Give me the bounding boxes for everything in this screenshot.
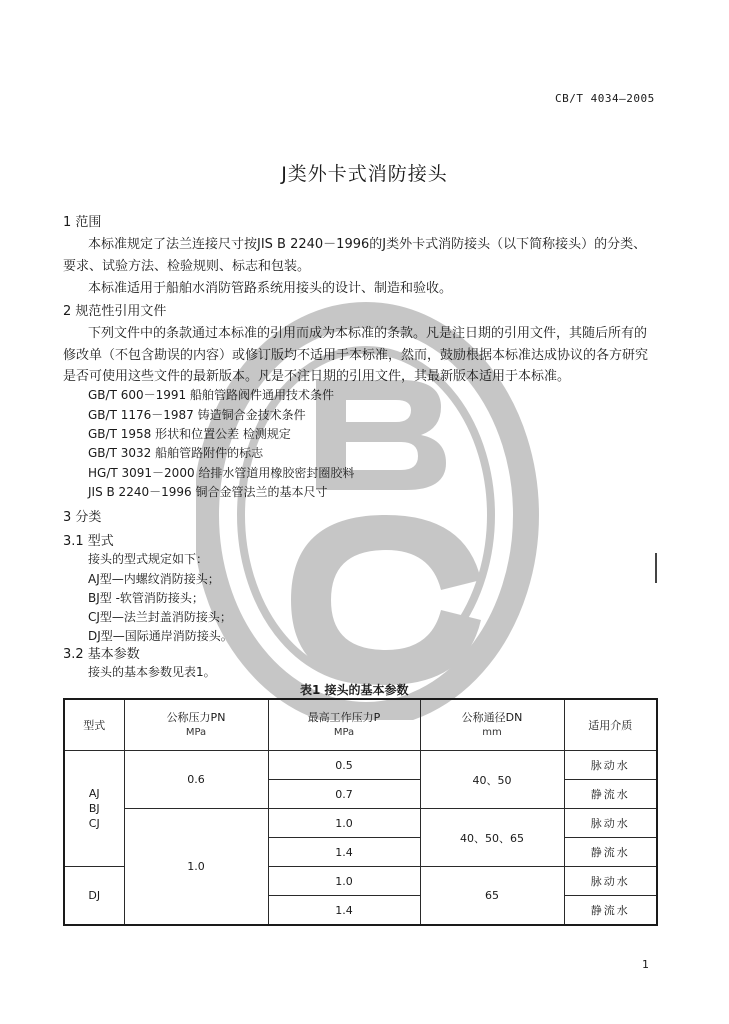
p-cell: 1.0 [268,809,420,838]
reference-item: GB/T 1176－1987 铸造铜合金技术条件 [88,408,306,422]
section-3-1-intro: 接头的型式规定如下： [88,552,209,566]
section-2-intro-line-2: 修改单（不包含勘误的内容）或修订版均不适用于本标准，然而，鼓励根据本标准达成协议的各方研究 [63,348,649,363]
reference-item: GB/T 3032 船舶管路附件的标志 [88,446,264,460]
p-cell: 1.4 [268,896,420,926]
parameter-table [63,698,658,926]
edge-mark [655,553,657,583]
header-type [64,699,124,751]
pn-cell: 1.0 [124,809,268,926]
p-cell: 1.4 [268,838,420,867]
section-3-1-heading: 3.1 型式 [63,534,114,549]
type-cell-value: CJ [88,817,100,830]
header-type-label: 型式 [83,718,106,732]
dn-cell: 40、50 [420,751,564,809]
section-2-intro-line-1: 下列文件中的条款通过本标准的引用而成为本标准的条款。凡是注日期的引用文件，其随后所有的 [88,326,648,341]
section-3-2-intro: 接头的基本参数见表1。 [88,665,216,679]
type-cell-group-1 [64,751,124,867]
type-item: AJ型—内螺纹消防接头； [88,572,220,586]
media-cell: 静流水 [564,896,657,926]
p-cell: 0.5 [268,751,420,780]
dn-cell: 40、50、65 [420,809,564,867]
document-code: CB/T 4034—2005 [555,92,655,105]
media-cell: 静流水 [564,838,657,867]
section-1-para-2: 本标准适用于船舶水消防管路系统用接头的设计、制造和验收。 [88,281,453,296]
reference-item: GB/T 600－1991 船舶管路阀件通用技术条件 [88,388,334,402]
section-1-heading: 1 范围 [63,215,102,230]
page-title: J类外卡式消防接头 [281,163,448,185]
section-1-para-1-line-2: 要求、试验方法、检验规则、标志和包装。 [63,259,311,274]
header-pn [124,699,268,751]
section-3-heading: 3 分类 [63,510,102,525]
media-cell: 脉动水 [564,809,657,838]
table-row [64,809,657,838]
header-dn-unit: mm [482,727,502,738]
table-header-row [64,699,657,751]
p-cell: 1.0 [268,867,420,896]
header-p-label: 最高工作压力P [307,711,381,724]
section-1-para-1-line-1: 本标准规定了法兰连接尺寸按JIS B 2240－1996的J类外卡式消防接头（以下简称接头）的分类、 [88,237,647,252]
type-item: DJ型—国际通岸消防接头。 [88,629,233,643]
reference-item: HG/T 3091－2000 给排水管道用橡胶密封圈胶料 [88,466,355,480]
header-p [268,699,420,751]
type-cell-group-2: DJ [64,867,124,926]
header-pn-unit: MPa [185,727,207,738]
type-cell-value: BJ [88,802,100,815]
header-p-unit: MPa [333,727,355,738]
reference-item: GB/T 1958 形状和位置公差 检测规定 [88,427,291,441]
section-3-2-heading: 3.2 基本参数 [63,647,140,662]
media-cell: 静流水 [564,780,657,809]
header-media [564,699,657,751]
type-item: CJ型—法兰封盖消防接头； [88,610,232,624]
reference-item: JIS B 2240－1996 铜合金管法兰的基本尺寸 [88,485,328,499]
media-cell: 脉动水 [564,751,657,780]
type-cell-value: AJ [88,787,100,800]
page-number: 1 [642,958,649,971]
section-2-heading: 2 规范性引用文件 [63,304,167,319]
type-item: BJ型 -软管消防接头； [88,591,204,605]
media-cell: 脉动水 [564,867,657,896]
section-2-intro-line-3: 是否可使用这些文件的最新版本。凡是不注日期的引用文件，其最新版本适用于本标准。 [63,369,571,384]
header-dn-label: 公称通径DN [461,711,523,724]
pn-cell: 0.6 [124,751,268,809]
header-media-label: 适用介质 [588,718,633,732]
table-caption: 表1 接头的基本参数 [300,683,409,697]
header-dn [420,699,564,751]
dn-cell: 65 [420,867,564,926]
table-row [64,751,657,780]
header-pn-label: 公称压力PN [166,711,226,724]
p-cell: 0.7 [268,780,420,809]
